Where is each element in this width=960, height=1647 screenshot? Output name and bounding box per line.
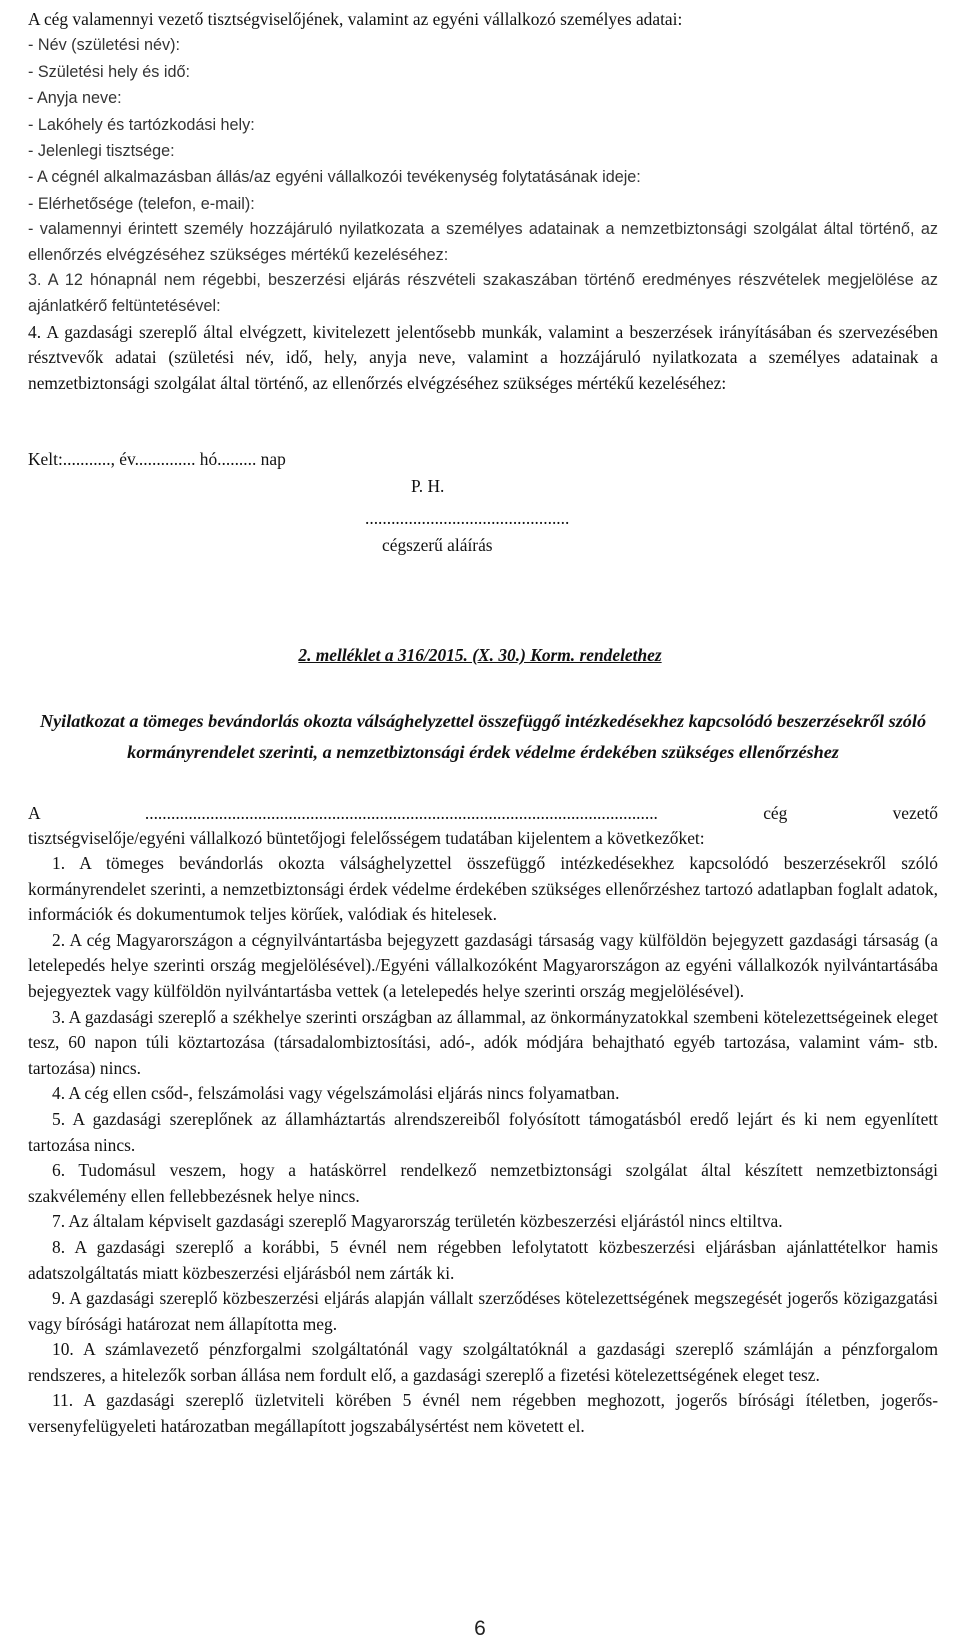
field-current-position: - Jelenlegi tisztsége: bbox=[28, 142, 175, 161]
stamp-mark: P. H. bbox=[411, 475, 445, 496]
list-item: 11. A gazdasági szereplő üzletviteli körében 5 évnél nem régebben meghozott, jogerős bírósági ítéletben, jogerős- versenyfelügyeleti határozatban megállapított jogszabálysértést nem követett el. bbox=[28, 1390, 938, 1437]
consent-paragraph: - valamennyi érintett személy hozzájáruló nyilatkozata a személyes adatainak a nemzetbiztonsági szolgálat által történő, az ellenőrzés elvégzéséhez szükséges mértékű kezeléséhez: bbox=[28, 220, 938, 264]
list-item: 1. A tömeges bevándorlás okozta válsághelyzettel összefüggő intézkedésekhez kapcsolódó beszerzésekről szóló kormányrendelet szerinti, a nemzetbiztonsági érdek védelme érdekében szükséges ellenőrzéshez tartozó adatlapban foglalt adatok, információk és dokumentumok teljes körűek, valódiak és hitelesek. bbox=[28, 853, 938, 925]
signature-label: cégszerű aláírás bbox=[382, 534, 493, 555]
list-item: 7. Az általam képviselt gazdasági szereplő Magyarország területén közbeszerzési eljárástól nincs eltiltva. bbox=[52, 1211, 783, 1232]
section-intro-line: A cég valamennyi vezető tisztségviselőjének, valamint az egyéni vállalkozó személyes adatai: bbox=[28, 9, 683, 29]
list-item: 4. A cég ellen csőd-, felszámolási vagy végelszámolási eljárás nincs folyamatban. bbox=[52, 1083, 620, 1104]
date-line: Kelt:..........., év.............. hó......... nap bbox=[28, 449, 286, 469]
works-paragraph: 4. A gazdasági szereplő által elvégzett, kivitelezett jelentősebb munkák, valamint a beszerzések irányításában és szervezésében résztvevők adatai (születési név, idő, hely, anyja neve, valamint a hozzájáruló nyilatkozata a személyes adatainak a nemzetbiztonsági szolgálat által történő, az ellenőrzés elvégzéséhez szükséges mértékű kezeléséhez: bbox=[28, 321, 938, 393]
annex-heading: 2. melléklet a 316/2015. (X. 30.) Korm. rendelethez bbox=[298, 645, 662, 665]
list-item: 9. A gazdasági szereplő közbeszerzési eljárás alapján vállalt szerződéses kötelezettségének megszegését jogerős közigazgatási vagy bírósági határozat nem állapította meg. bbox=[28, 1288, 938, 1334]
list-item: 5. A gazdasági szereplőnek az államháztartás alrendszereiből folyósított támogatásból eredő lejárt és ki nem egyenlített tartozása nincs. bbox=[28, 1108, 938, 1155]
field-residence: - Lakóhely és tartózkodási hely: bbox=[28, 115, 255, 134]
field-birth-place-date: - Születési hely és idő: bbox=[28, 62, 190, 81]
field-birth-name: - Név (születési név): bbox=[28, 36, 181, 55]
declaration-body bbox=[28, 801, 938, 1440]
list-item: 10. A számlavezető pénzforgalmi szolgáltatónál vagy szolgáltatóknál a gazdasági szereplő számláján a pénzforgalom rendszeres, a hitelezők sorban állása nem fordult elő, a gazdasági szereplő a fizetési kötelezettségének eleget tesz. bbox=[28, 1339, 938, 1385]
signature-dots: ............................................... bbox=[365, 508, 570, 528]
field-mother-name: - Anyja neve: bbox=[28, 89, 122, 108]
page-number: 6 bbox=[474, 1617, 486, 1640]
personal-data-section bbox=[28, 6, 938, 396]
list-item: 3. A gazdasági szereplő a székhelye szerinti országban az állammal, az önkormányzatokkal szembeni kötelezettségeinek eleget tesz, 60 napon túli köztartozása (társadalombiztosítási, adó-, adók módjára behajtható egyéb tartozása, valamint vám- stb. tartozása) nincs. bbox=[28, 1006, 938, 1078]
list-item: 8. A gazdasági szereplő a korábbi, 5 évnél nem régebben lefolytatott közbeszerzési eljárásban ajánlattételkor hamis adatszolgáltatás miatt közbeszerzési eljárásból nem zárták ki. bbox=[28, 1236, 938, 1283]
list-item: 6. Tudomásul veszem, hogy a hatáskörrel rendelkező nemzetbiztonsági szolgálat által készített nemzetbiztonsági szakvélemény ellen fellebbezésnek helye nincs. bbox=[28, 1160, 938, 1206]
signature-block bbox=[28, 448, 938, 558]
field-employment-duration: - A cégnél alkalmazásban állás/az egyéni vállalkozói tevékenység folytatásának ideje: bbox=[28, 168, 641, 187]
list-item: 2. A cég Magyarországon a cégnyilvántartásba bejegyzett gazdasági társaság vagy külföldön bejegyzett gazdasági társaság (a letelepedés helye szerinti ország megjelölésével)./Egyéni vállalkozóként Magyarországon az egyéni vállalkozók nyilvántartásába bejegyeztek vagy külföldön nyilvántartásba vettek (a letelepedés helye szerinti ország megjelölésével). bbox=[28, 929, 938, 1001]
field-contact: - Elérhetősége (telefon, e-mail): bbox=[28, 194, 255, 213]
intro-line: tisztségviselője/egyéni vállalkozó büntetőjogi felelősségem tudatában kijelentem a következőket: bbox=[28, 828, 705, 848]
declaration-title: Nyilatkozat a tömeges bevándorlás okozta válsághelyzettel összefüggő intézkedésekhez kapcsolódó beszerzésekről szóló kormányrendelet szerinti, a nemzetbiztonsági érdek védelme érdekében szükséges ellenőrzéshez bbox=[39, 711, 927, 762]
participation-paragraph: 3. A 12 hónapnál nem régebbi, beszerzési eljárás részvételi szakaszában történő eredményes részvételek megjelölése az ajánlatkérő feltüntetésével: bbox=[28, 271, 938, 316]
intro-line: A ...................................................................................................................... cég vezető bbox=[28, 803, 938, 823]
